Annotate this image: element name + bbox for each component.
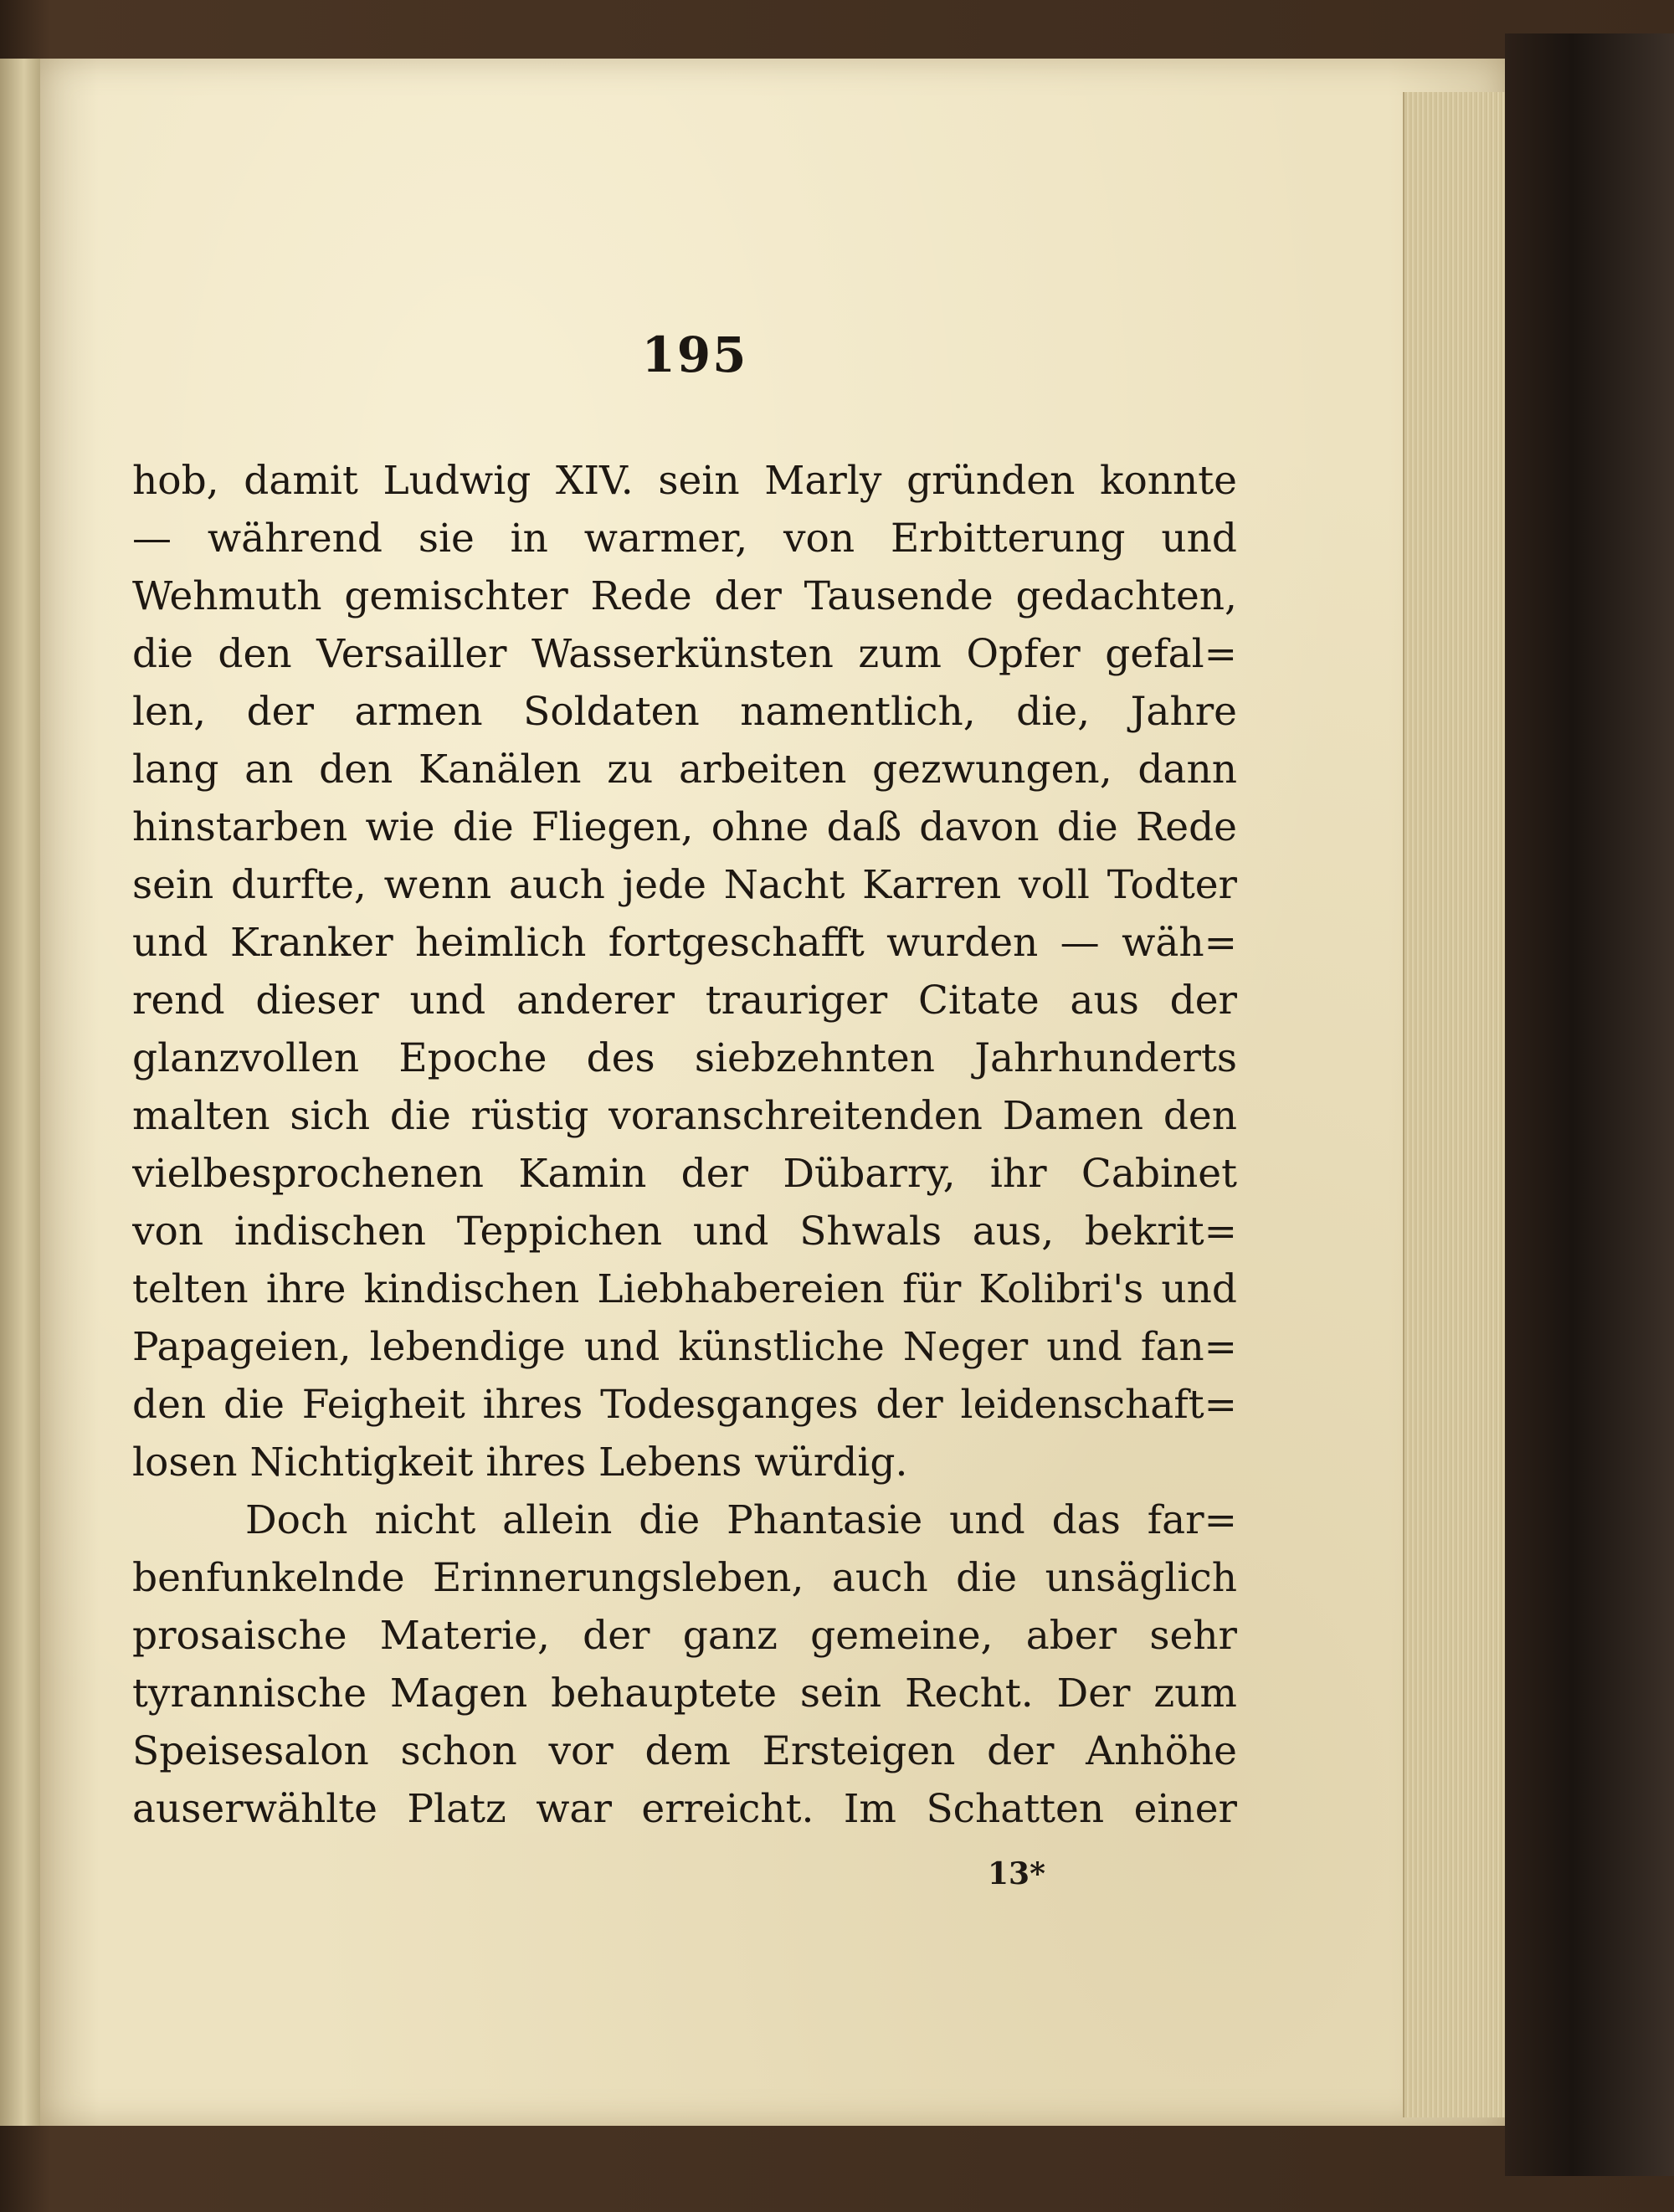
body-text	[132, 452, 1237, 1838]
page-block-edges	[1403, 92, 1505, 2117]
text-line: — während sie in warmer, von Erbitterung und	[132, 516, 1237, 562]
text-line: prosaische Materie, der ganz gemeine, aber sehr	[132, 1613, 1237, 1659]
text-line: vielbesprochenen Kamin der Dübarry, ihr Cabinet	[132, 1151, 1237, 1197]
text-line: von indischen Teppichen und Shwals aus, bekrit=	[132, 1209, 1237, 1255]
text-line: glanzvollen Epoche des siebzehnten Jahrhunderts	[132, 1035, 1237, 1081]
text-line: und Kranker heimlich fortgeschafft wurden — wäh=	[132, 920, 1237, 966]
text-line: telten ihre kindischen Liebhabereien für Kolibri's und	[132, 1266, 1237, 1312]
facing-page-edge	[0, 59, 42, 2126]
page-number: 195	[641, 326, 748, 383]
text-line: Papageien, lebendige und künstliche Neger und fan=	[132, 1324, 1237, 1370]
text-line: sein durfte, wenn auch jede Nacht Karren voll Todter	[132, 862, 1237, 908]
text-line: lang an den Kanälen zu arbeiten gezwungen, dann	[132, 747, 1237, 793]
text-line: hinstarben wie die Fliegen, ohne daß davon die Rede	[132, 804, 1237, 850]
text-line: Speisesalon schon vor dem Ersteigen der Anhöhe	[132, 1728, 1237, 1774]
text-line: tyrannische Magen behauptete sein Recht. Der zum	[132, 1671, 1237, 1717]
text-line: Wehmuth gemischter Rede der Tausende gedachten,	[132, 573, 1237, 619]
text-line: malten sich die rüstig voranschreitenden Damen den	[132, 1093, 1237, 1139]
text-line: len, der armen Soldaten namentlich, die, Jahre	[132, 689, 1237, 735]
text-line: benfunkelnde Erinnerungsleben, auch die unsäglich	[132, 1555, 1237, 1601]
text-line: rend dieser und anderer trauriger Citate aus der	[132, 978, 1237, 1024]
text-line: den die Feigheit ihres Todesganges der leidenschaft=	[132, 1382, 1237, 1428]
text-line: die den Versailler Wasserkünsten zum Opfer gefal=	[132, 631, 1237, 677]
paragraph-start-line: Doch nicht allein die Phantasie und das far=	[245, 1497, 1237, 1543]
text-line: hob, damit Ludwig XIV. sein Marly gründen konnte	[132, 458, 1237, 504]
signature-mark: 13*	[988, 1856, 1045, 1891]
text-line: auserwählte Platz war erreicht. Im Schatten einer	[132, 1786, 1237, 1832]
paragraph-end-line: losen Nichtigkeit ihres Lebens würdig.	[132, 1440, 908, 1486]
book-cover-edge	[1505, 33, 1674, 2176]
